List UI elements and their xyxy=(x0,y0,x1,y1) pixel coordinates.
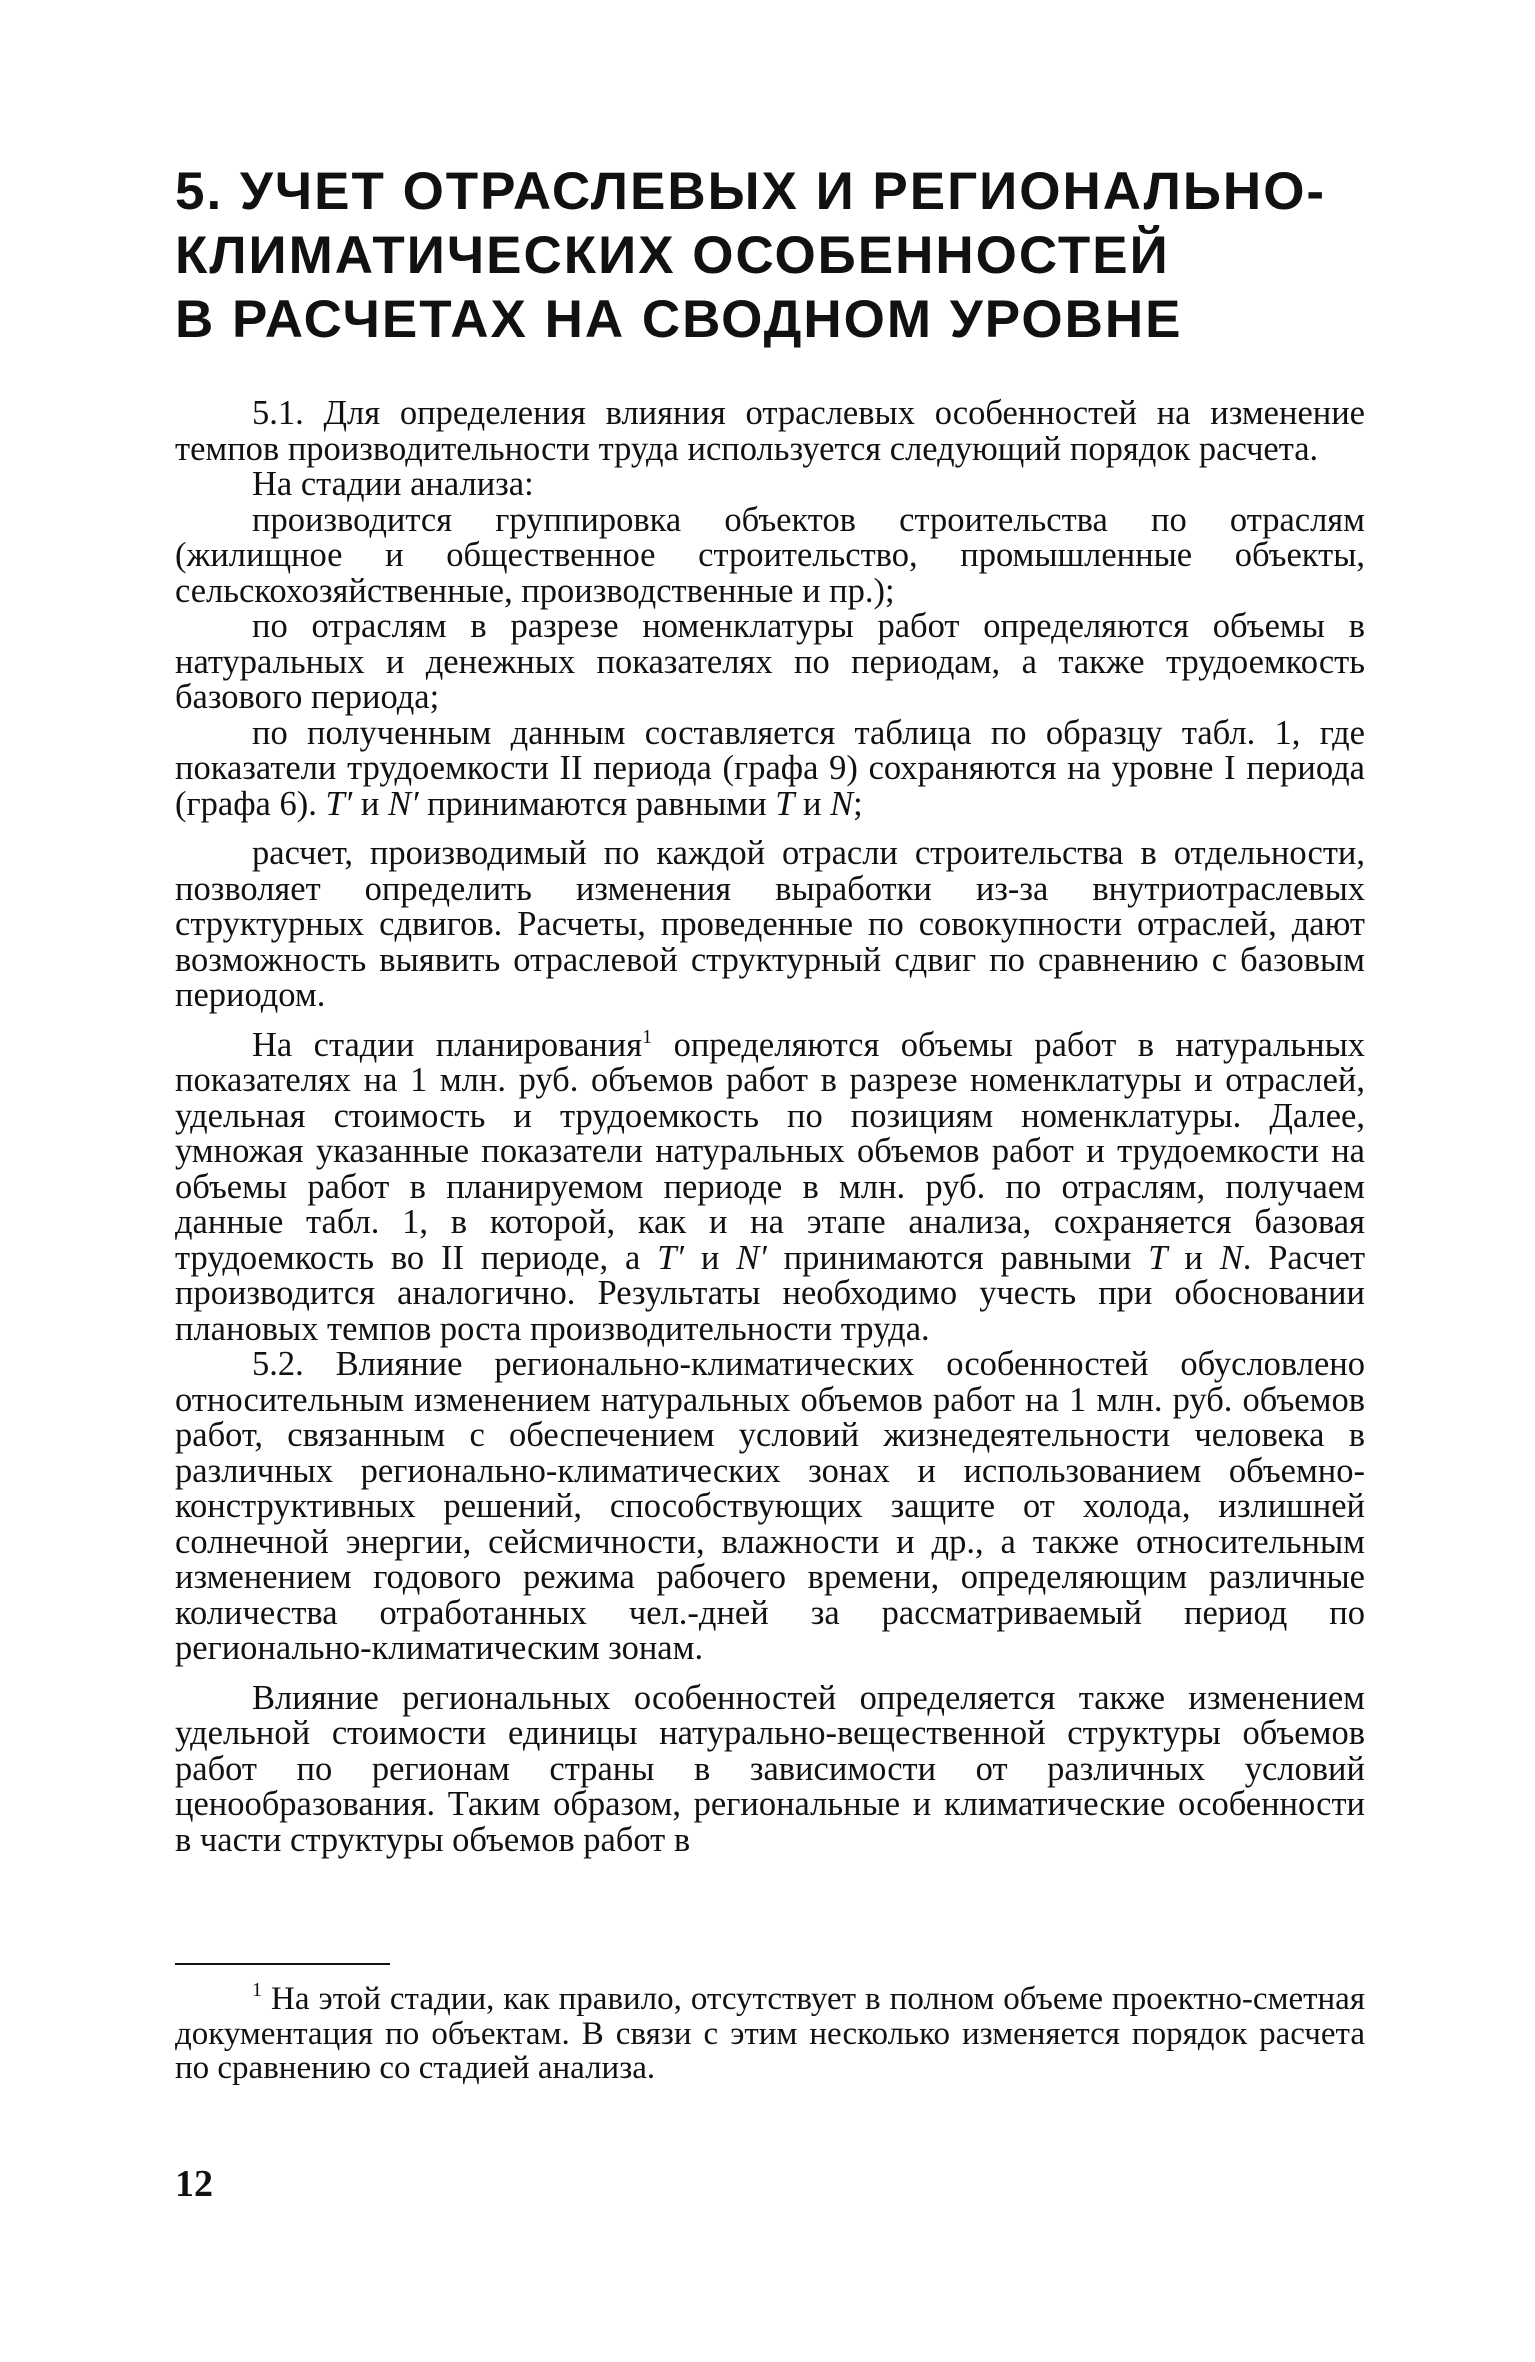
conjunction: и xyxy=(1184,1238,1203,1277)
footnote-text xyxy=(175,1979,1365,2086)
paragraph-5-1: 5.1. Для определения влияния отраслевых особенностей на изменение темпов производительности труда используется следующий порядок расчета. xyxy=(175,394,1365,468)
paragraph-regional: Влияние региональных особенностей определяется также изменением удельной стоимости единицы натурально-вещественной структуры объемов работ по регионам страны в зависимости от различных условий ценообразования. Таким образом, региональные и климатические особенности в части структуры объемов работ в xyxy=(175,1678,1365,1859)
footnote-reference: 1 xyxy=(642,1025,653,1048)
footnote-marker: 1 xyxy=(252,1979,262,2001)
symbol-n-prime: N′ xyxy=(387,784,419,823)
paragraph-calculation: расчет, производимый по каждой отрасли строительства в отдельности, позволяет определить изменения выработки из-за внутриотраслевых структурных сдвигов. Расчеты, проведенные по совокупности отраслей, дают возможность выявить отраслевой структурный сдвиг по сравнению с базовым периодом. xyxy=(175,834,1365,1014)
paragraph-grouping: производится группировка объектов строительства по отраслям (жилищное и общественное строительство, промышленные объекты, сельскохозяйственные, производственные и пр.); xyxy=(175,500,1365,610)
conjunction: и xyxy=(803,784,822,823)
symbol-n: N xyxy=(830,784,854,823)
symbol-n: N xyxy=(1219,1238,1243,1277)
heading-line-1: 5. УЧЕТ ОТРАСЛЕВЫХ И РЕГИОНАЛЬНО- xyxy=(175,162,1327,221)
symbol-t: T xyxy=(1148,1238,1168,1277)
paragraph-planning-text: На стадии планирования xyxy=(252,1025,643,1064)
conjunction: и xyxy=(360,784,380,823)
paragraph-planning-text-3: принимаются равными xyxy=(783,1238,1132,1277)
symbol-t: T xyxy=(775,784,795,823)
section-heading xyxy=(175,160,1365,352)
paragraph-table-text: по полученным данным составляется таблица по образцу табл. 1, где показатели трудоемкости II периода (графа 9) сохраняются на уровне I периода (графа 6). xyxy=(175,713,1365,823)
heading-line-3: В РАСЧЕТАХ НА СВОДНОМ УРОВНЕ xyxy=(175,290,1183,349)
conjunction: и xyxy=(700,1238,720,1277)
page-number: 12 xyxy=(175,2163,213,2205)
paragraph-planning-text-2: определяются объемы работ в натуральных показателях на 1 млн. руб. объемов работ в разрезе номенклатуры и отраслей, удельная стоимость и трудоемкость по позициям номенклатуры. Далее, умножая указанные показатели натуральных объемов работ и трудоемкости на объемы работ в планируемом периоде в млн. руб. по отраслям, получаем данные табл. 1, в которой, как и на этапе анализа, сохраняется базовая трудоемкость во II периоде, а xyxy=(175,1025,1365,1277)
paragraph-table xyxy=(175,713,1365,823)
footnote xyxy=(175,1979,1365,2086)
paragraph-analysis-stage: На стадии анализа: xyxy=(252,465,534,503)
page-content xyxy=(175,160,1365,1858)
paragraph-5-2: 5.2. Влияние регионально-климатических особенностей обусловлено относительным изменением натуральных объемов работ на 1 млн. руб. объемов работ, связанным с обеспечением условий жизнедеятельности человека в различных регионально-климатических зонах и использованием объемно-конструктивных решений, способствующих защите от холода, излишней солнечной энергии, сейсмичности, влажности и др., а также относительным изменением годового режима рабочего времени, определяющим различные количества отработанных чел.-дней за рассматриваемый период по регионально-климатическим зонам. xyxy=(175,1345,1365,1667)
paragraph-volumes: по отраслям в разрезе номенклатуры работ определяются объемы в натуральных и денежных показателях по периодам, а также трудоемкость базового периода; xyxy=(175,607,1365,716)
punctuation: ; xyxy=(853,784,863,823)
paragraph-planning-stage xyxy=(175,1025,1366,1348)
footnote-body: На этой стадии, как правило, отсутствует в полном объеме проектно-сметная документация по объектам. В связи с этим несколько изменяется порядок расчета по сравнению со стадией анализа. xyxy=(175,1981,1365,2086)
paragraph-table-text-2: принимаются равными xyxy=(427,784,767,823)
paragraph-planning-text-4: . Расчет производится аналогично. Результаты необходимо учесть при обосновании плановых темпов роста производительности труда. xyxy=(175,1238,1366,1348)
heading-line-2: КЛИМАТИЧЕСКИХ ОСОБЕННОСТЕЙ xyxy=(175,226,1170,285)
symbol-t-prime: T′ xyxy=(657,1238,684,1277)
symbol-n-prime: N′ xyxy=(736,1238,767,1277)
footnote-divider xyxy=(175,1963,390,1965)
symbol-t-prime: T′ xyxy=(325,784,353,823)
